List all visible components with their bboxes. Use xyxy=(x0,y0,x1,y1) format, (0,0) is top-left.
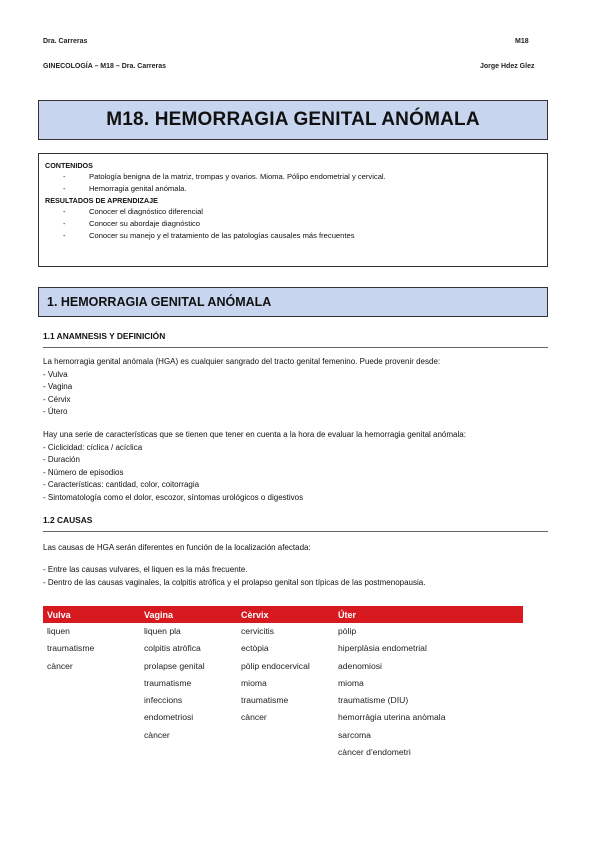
subsection-heading-anamnesis: 1.1 ANAMNESIS Y DEFINICIÓN xyxy=(43,331,548,348)
table-cell: ectòpia xyxy=(241,643,269,654)
table-cell: traumatisme xyxy=(241,695,289,706)
header-transcriber: Jorge Hdez Glez xyxy=(480,63,535,70)
contents-list xyxy=(45,171,541,195)
feature-item: - Sintomatología como el dolor, escozor, síntomas urológicos o digestivos xyxy=(43,492,304,502)
outcomes-list xyxy=(45,206,541,242)
table-cell xyxy=(43,727,140,744)
table-cell: pòlip xyxy=(338,626,357,636)
table-cell: hemorràgia uterina anòmala xyxy=(338,712,446,723)
table-row xyxy=(43,727,523,744)
features-block xyxy=(43,429,548,505)
section-heading-box xyxy=(38,287,548,317)
header-module: M18 xyxy=(515,38,529,45)
header-author: Dra. Carreras xyxy=(43,38,88,45)
table-row xyxy=(43,658,523,675)
origin-item: - Vagina xyxy=(43,382,73,392)
table-cell xyxy=(43,692,140,709)
table-cell: traumatisme xyxy=(47,643,95,654)
document-title: M18. HEMORRAGIA GENITAL ANÓMALA xyxy=(106,109,480,130)
feature-item: - Ciclicidad: cíclica / acíclica xyxy=(43,442,143,452)
table-cell xyxy=(237,727,334,744)
origin-item: - Cérvix xyxy=(43,394,71,404)
outcomes-item: - Conocer el diagnóstico diferencial xyxy=(45,206,541,218)
table-cell: càncer xyxy=(241,712,267,723)
table-cell: adenomiosi xyxy=(338,660,382,671)
table-cell: liquen pla xyxy=(144,626,181,636)
table-row xyxy=(43,640,523,657)
table-cell: càncer xyxy=(47,660,73,671)
table-cell xyxy=(140,744,237,761)
causes-note: - Entre las causas vulvares, el liquen es la más frecuente. xyxy=(43,565,248,574)
origin-item: - Útero xyxy=(43,407,68,417)
table-row xyxy=(43,675,523,692)
feature-item: - Características: cantidad, color, coitorragia xyxy=(43,480,200,490)
column-header-vagina: Vagina xyxy=(140,606,237,623)
table-cell: prolapse genital xyxy=(144,660,205,671)
table-cell: cervicitis xyxy=(241,626,274,636)
causes-note: - Dentro de las causas vaginales, la colpitis atrófica y el prolapso genital son típicas de las postmenopausia. xyxy=(43,577,426,587)
definition-block xyxy=(43,356,548,419)
table-cell: infeccions xyxy=(144,695,183,706)
table-cell: endometriosi xyxy=(144,712,194,723)
table-cell: càncer d'endometri xyxy=(338,747,411,758)
table-cell xyxy=(43,709,140,726)
table-cell: sarcoma xyxy=(338,729,371,740)
origin-item: - Vulva xyxy=(43,369,68,379)
table-cell: traumatisme xyxy=(144,677,192,688)
outcomes-item: - Conocer su abordaje diagnóstico xyxy=(45,218,541,230)
table-row xyxy=(43,744,523,761)
table-cell: mioma xyxy=(241,677,267,688)
outcomes-item: - Conocer su manejo y el tratamiento de las patologías causales más frecuentes xyxy=(45,230,541,242)
table-row xyxy=(43,623,523,640)
table-cell xyxy=(237,744,334,761)
table-cell: pòlip endocervical xyxy=(241,660,310,671)
causes-intro: Las causas de HGA serán diferentes en función de la localización afectada: xyxy=(43,543,311,552)
feature-item: - Número de episodios xyxy=(43,467,124,477)
causes-notes xyxy=(43,564,548,589)
header-course-line: GINECOLOGÍA – M18 – Dra. Carreras xyxy=(43,63,167,70)
outcomes-label: RESULTADOS DE APRENDIZAJE xyxy=(45,196,158,205)
table-cell: liquen xyxy=(47,626,70,636)
table-header-row xyxy=(43,606,523,623)
table-cell: mioma xyxy=(338,677,364,688)
column-header-vulva: Vulva xyxy=(43,606,140,623)
causes-table xyxy=(43,606,523,761)
objectives-box xyxy=(38,153,548,267)
table-cell: càncer xyxy=(144,729,170,740)
table-cell: colpitis atròfica xyxy=(144,643,201,654)
contents-label: CONTENIDOS xyxy=(45,161,93,170)
feature-item: - Duración xyxy=(43,455,80,465)
features-intro: Hay una serie de características que se tienen que tener en cuenta a la hora de evaluar la hemorragia genital anómala: xyxy=(43,430,466,439)
table-row xyxy=(43,709,523,726)
contents-item: - Patología benigna de la matriz, trompas y ovarios. Mioma. Pólipo endometrial y cervical. xyxy=(45,171,541,183)
table-cell: hiperplàsia endometrial xyxy=(338,643,427,654)
column-header-uterus: Úter xyxy=(334,606,523,623)
document-title-box xyxy=(38,100,548,140)
definition-text: La hemorragia genital anómala (HGA) es cualquier sangrado del tracto genital femenino. Puede provenir desde: xyxy=(43,357,441,366)
table-cell xyxy=(43,744,140,761)
table-cell xyxy=(43,675,140,692)
section-heading: 1. HEMORRAGIA GENITAL ANÓMALA xyxy=(47,295,272,309)
contents-item: - Hemorragia genital anómala. xyxy=(45,183,541,195)
column-header-cervix: Cèrvix xyxy=(237,606,334,623)
subsection-heading-causes: 1.2 CAUSAS xyxy=(43,515,548,532)
table-row xyxy=(43,692,523,709)
table-cell: traumatisme (DIU) xyxy=(338,695,409,706)
